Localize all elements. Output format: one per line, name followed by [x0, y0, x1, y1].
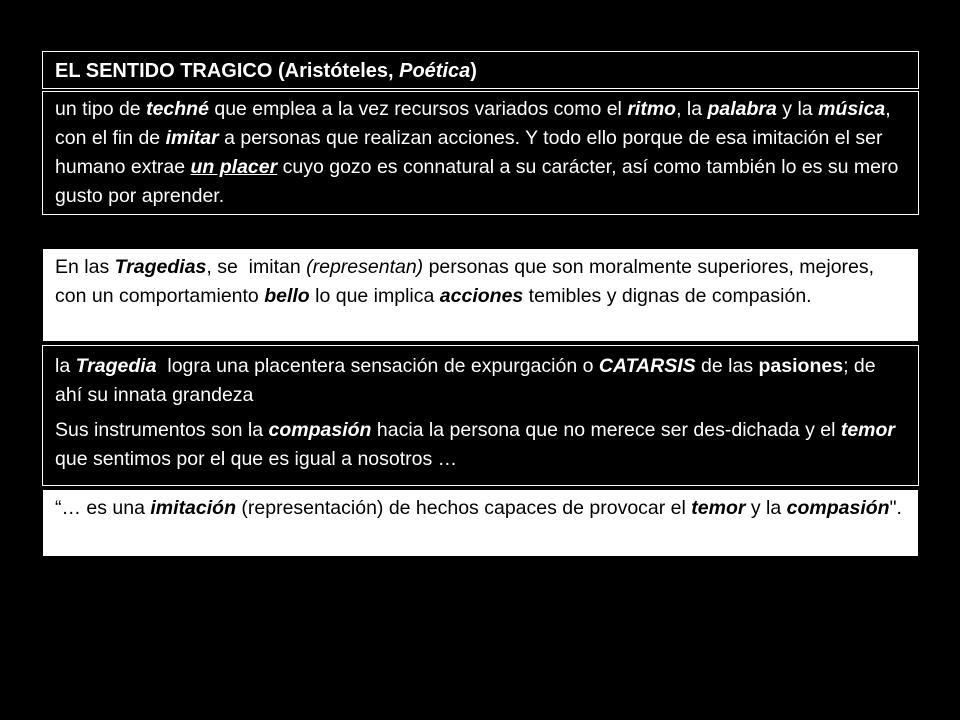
text: y la — [745, 497, 787, 519]
emphasis-acciones: acciones — [439, 285, 524, 307]
catarsis-box — [42, 345, 919, 486]
emphasis-palabra: palabra — [707, 98, 777, 120]
text: “… es una — [55, 497, 151, 519]
catarsis-paragraph — [55, 352, 906, 410]
text: lo que implica — [309, 285, 440, 307]
title-box — [42, 51, 919, 89]
text: de las — [695, 355, 759, 377]
definition-techne-paragraph — [55, 95, 906, 211]
emphasis-compasion: compasión — [268, 419, 372, 441]
tragedias-paragraph — [55, 253, 906, 311]
text: un tipo de — [55, 98, 147, 120]
emphasis-tragedia: Tragedia — [75, 355, 157, 377]
emphasis-temor: temor — [691, 497, 746, 519]
text: En las — [55, 256, 115, 278]
instrumentos-paragraph — [55, 416, 906, 474]
emphasis-catarsis: CATARSIS — [598, 355, 696, 377]
text: la — [55, 355, 76, 377]
emphasis-compasion: compasión — [786, 497, 890, 519]
text: temibles y dignas de compasión. — [523, 285, 812, 307]
emphasis-techne: techné — [146, 98, 209, 120]
text: , se imitan — [206, 256, 307, 278]
text: ". — [889, 497, 902, 519]
definition-techne-box — [42, 91, 919, 215]
emphasis-imitacion: imitación — [150, 497, 236, 519]
title-text: EL SENTIDO TRAGICO (Aristóteles, — [55, 60, 400, 82]
emphasis-pasiones: pasiones — [758, 355, 844, 377]
emphasis-imitar: imitar — [165, 127, 219, 149]
text: a personas que realizan acciones. Y todo ello porque de esa imitación el ser humano extrae — [55, 127, 888, 178]
text: y la — [776, 98, 819, 120]
quote-box — [42, 489, 919, 557]
emphasis-representan: (representan) — [306, 256, 424, 278]
text: , la — [676, 98, 708, 120]
emphasis-musica: música — [818, 98, 886, 120]
text: , con el fin de — [55, 98, 897, 149]
tragedias-box — [42, 248, 919, 342]
emphasis-temor: temor — [840, 419, 896, 441]
text: que sentimos por el que es igual a nosotros … — [55, 419, 901, 470]
text: logra una placentera sensación de expurgación o — [156, 355, 599, 377]
emphasis-ritmo: ritmo — [627, 98, 677, 120]
emphasis-bello: bello — [264, 285, 310, 307]
text: que emplea a la vez recursos variados como el — [208, 98, 628, 120]
text: cuyo gozo es connatural a su carácter, así como también lo es su mero gusto por aprender. — [55, 156, 904, 207]
emphasis-un-placer: un placer — [190, 156, 278, 178]
text: ; de ahí su innata grandeza — [55, 355, 882, 406]
text: personas que son moralmente superiores, mejores, con un comportamiento — [55, 256, 880, 307]
emphasis-tragedias: Tragedias — [114, 256, 207, 278]
quote-paragraph — [55, 494, 906, 523]
text: Sus instrumentos son la — [55, 419, 269, 441]
title-italic: Poética — [399, 60, 471, 82]
title-close: ) — [470, 60, 477, 82]
text: (representación) de hechos capaces de provocar el — [236, 497, 692, 519]
text: hacia la persona que no merece ser des-dichada y el — [371, 419, 841, 441]
